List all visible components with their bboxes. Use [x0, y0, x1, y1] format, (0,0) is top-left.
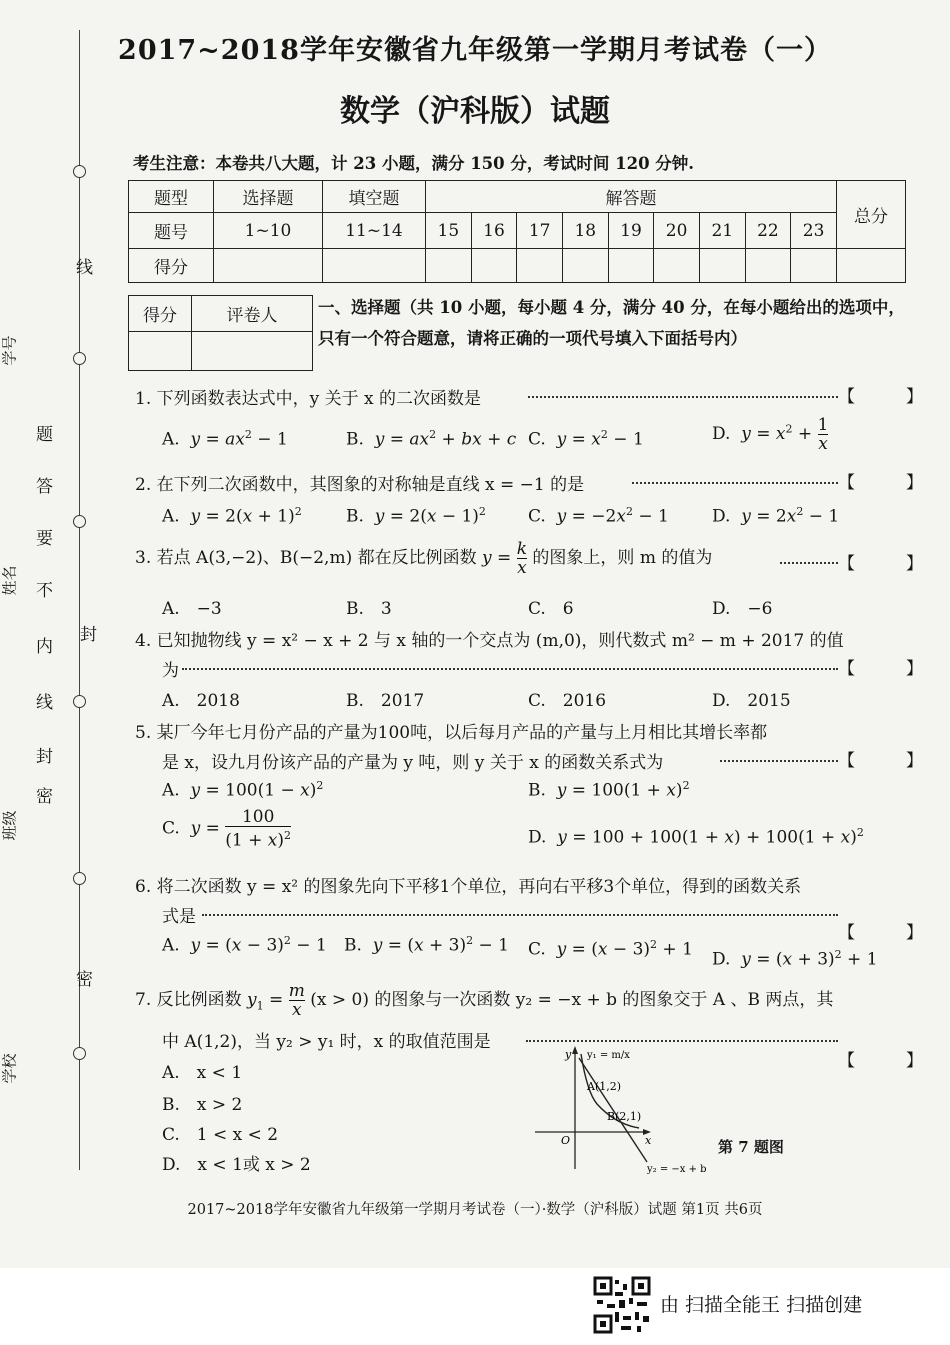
option-b: B. 2017 [346, 691, 425, 711]
option-d: D. $y = 100 + 100(1 + x) + 100(1 + x)^2$ [528, 826, 864, 848]
score-cell [654, 249, 700, 283]
score-cell [791, 249, 837, 283]
option-c: C. 2016 [528, 691, 607, 711]
option-c: C. $y = (x - 3)^2 + 1$ [528, 938, 693, 960]
score-cell [129, 332, 192, 371]
field-label-school: 学校 [0, 1053, 19, 1084]
option-d: D. x < 1或 x > 2 [162, 1155, 311, 1175]
option-b: B. $y = (x + 3)^2 - 1$ [344, 934, 509, 956]
binding-hole [73, 1047, 86, 1060]
table-cell: 22 [745, 213, 791, 249]
label-origin: O [561, 1134, 571, 1147]
y-axis-arrow [572, 1046, 578, 1054]
score-cell [699, 249, 745, 283]
table-cell: 18 [562, 213, 608, 249]
option-a: A. −3 [162, 599, 222, 619]
table-cell: 填空题 [323, 181, 426, 213]
answer-bracket: 【 】 [838, 923, 923, 943]
question-7: 7. 反比例函数 $y_1$ = $\frac{m}{x}$ (x > 0) 的图象与一次函数 y₂ = −x + b 的图象交于 A 、B 两点，其 [135, 981, 834, 1020]
score-cell [214, 249, 323, 283]
table-cell: 23 [791, 213, 837, 249]
answer-bracket: 【 】 [838, 554, 923, 574]
label-point-a: A(1,2) [587, 1080, 622, 1093]
table-cell: 15 [426, 213, 472, 249]
label-y: y [565, 1048, 572, 1061]
binding-hole [73, 695, 86, 708]
table-cell: 21 [699, 213, 745, 249]
option-c: C. $y = -2x^2 - 1$ [528, 505, 669, 527]
option-d: D. −6 [712, 599, 773, 619]
answer-bracket: 【 】 [838, 387, 923, 407]
scanner-watermark: 由 扫描全能王 扫描创建 [660, 1294, 863, 1316]
seal-char: 封 [80, 625, 97, 645]
option-c: C. y = $\frac{100}{(1 + x)^2}$ [162, 807, 292, 851]
subject-title: 数学（沪科版）试题 [340, 94, 610, 129]
dot-leader [528, 384, 838, 398]
exam-title: 2017~2018学年安徽省九年级第一学期月考试卷（一） [118, 35, 832, 66]
option-d: D. $y = (x + 3)^2 + 1$ [712, 948, 878, 970]
table-label: 得分 [129, 296, 192, 332]
question-4-cont: 为 [162, 661, 179, 681]
question-7-cont: 中 A(1,2)，当 y₂ > y₁ 时，x 的取值范围是 [162, 1032, 491, 1052]
question-stem: 下列函数表达式中，y 关于 x 的二次函数是 [156, 389, 482, 409]
binding-hole [73, 515, 86, 528]
option-b: B. $y = 2(x - 1)^2$ [346, 505, 486, 527]
qr-code-icon [593, 1276, 651, 1334]
question-1 [135, 384, 481, 409]
answer-bracket: 【 】 [838, 1051, 923, 1071]
dot-leader [632, 470, 838, 484]
table-cell: 1~10 [214, 213, 323, 249]
table-label: 题型 [129, 181, 214, 213]
binding-hole [73, 165, 86, 178]
option-a: A. $y = 100(1 - x)^2$ [162, 779, 324, 801]
option-a: A. 2018 [162, 691, 240, 711]
question-number: 1. [135, 389, 152, 409]
option-b: B. x > 2 [162, 1095, 243, 1115]
score-cell [517, 249, 563, 283]
seal-char: 题 [36, 425, 53, 445]
table-cell: 20 [654, 213, 700, 249]
grader-table [128, 295, 313, 371]
answer-bracket: 【 】 [838, 659, 923, 679]
figure-7-graph [535, 1044, 715, 1174]
field-label-student-id: 学号 [0, 335, 19, 366]
seal-char: 答 [36, 477, 53, 497]
option-a: A. $y = (x - 3)^2 - 1$ [162, 934, 327, 956]
label-point-b: B(2,1) [607, 1110, 642, 1123]
dot-leader [720, 748, 838, 762]
option-b: B. $y = ax^2$ + bx + c [346, 428, 517, 450]
dot-leader [526, 1028, 838, 1042]
table-label: 评卷人 [192, 296, 313, 332]
option-c: C. $y = x^2 - 1$ [528, 428, 644, 450]
answer-bracket: 【 】 [838, 751, 923, 771]
score-table [128, 180, 906, 283]
option-a: A. x < 1 [162, 1063, 243, 1083]
table-cell: 17 [517, 213, 563, 249]
seal-char: 不 [36, 581, 53, 601]
seal-char: 封 [36, 747, 53, 767]
question-4: 4. 已知抛物线 y = x² − x + 2 与 x 轴的一个交点为 (m,0)，则代数式 m² − m + 2017 的值 [135, 631, 844, 651]
table-label: 题号 [129, 213, 214, 249]
label-y1: y₁ = m/x [587, 1050, 630, 1061]
binding-hole [73, 872, 86, 885]
seal-char: 内 [36, 637, 53, 657]
exam-notice: 考生注意：本卷共八大题，计 23 小题，满分 150 分，考试时间 120 分钟. [133, 154, 695, 173]
table-cell: 选择题 [214, 181, 323, 213]
figure-caption: 第 7 题图 [718, 1138, 784, 1156]
option-d: D. 2015 [712, 691, 791, 711]
seal-char: 密 [76, 970, 93, 990]
option-a: A. $y = ax^2 - 1$ [162, 428, 288, 450]
score-cell [837, 249, 906, 283]
seal-char: 密 [36, 787, 53, 807]
dot-leader [182, 656, 838, 670]
question-5-cont: 是 x，设九月份该产品的产量为 y 吨，则 y 关于 x 的函数关系式为 [162, 753, 664, 773]
seal-char: 线 [36, 693, 53, 713]
score-cell [323, 249, 426, 283]
question-6-cont: 式是 [162, 907, 196, 927]
option-b: B. 3 [346, 599, 392, 619]
binding-line [79, 30, 80, 1170]
section-heading: 一、选择题（共 10 小题，每小题 4 分，满分 40 分，在每小题给出的选项中，只有一个符合题意，请将正确的一项代号填入下面括号内） [318, 298, 905, 348]
option-c: C. 1 < x < 2 [162, 1125, 279, 1145]
question-3: 3. 若点 A(3,−2)、B(−2,m) 都在反比例函数 y = $\frac{k}{x}$ 的图象上，则 m 的值为 [135, 539, 713, 578]
table-cell: 19 [608, 213, 654, 249]
score-cell [426, 249, 472, 283]
table-cell: 16 [471, 213, 517, 249]
question-6: 6. 将二次函数 y = x² 的图象先向下平移1个单位，再向右平移3个单位，得到的函数关系 [135, 877, 802, 897]
question-2: 2. 在下列二次函数中，其图象的对称轴是直线 x = −1 的是 [135, 475, 585, 495]
score-cell [608, 249, 654, 283]
seal-char: 线 [76, 258, 93, 278]
page-footer: 2017~2018学年安徽省九年级第一学期月考试卷（一）·数学（沪科版）试题 第1页 共6页 [187, 1202, 763, 1218]
table-label: 得分 [129, 249, 214, 283]
table-cell: 解答题 [426, 181, 837, 213]
dot-leader [202, 902, 838, 916]
score-cell [192, 332, 313, 371]
option-b: B. $y = 100(1 + x)^2$ [528, 779, 690, 801]
answer-bracket: 【 】 [838, 473, 923, 493]
option-d: D. $y = 2x^2 - 1$ [712, 505, 840, 527]
option-a: A. $y = 2(x + 1)^2$ [162, 505, 302, 527]
seal-char: 要 [36, 529, 53, 549]
table-cell: 11~14 [323, 213, 426, 249]
option-d: D. $y = x^2$ + $\frac{1}{x}$ [712, 415, 829, 454]
score-cell [562, 249, 608, 283]
question-5: 5. 某厂今年七月份产品的产量为100吨，以后每月产品的产量与上月相比其增长率都 [135, 723, 768, 743]
option-c: C. 6 [528, 599, 574, 619]
score-cell [471, 249, 517, 283]
binding-hole [73, 352, 86, 365]
dot-leader [780, 550, 838, 564]
label-y2: y₂ = −x + b [647, 1164, 707, 1174]
table-cell: 总分 [837, 181, 906, 249]
score-cell [745, 249, 791, 283]
label-x: x [645, 1134, 652, 1147]
field-label-class: 班级 [0, 810, 19, 841]
field-label-name: 姓名 [0, 565, 19, 596]
